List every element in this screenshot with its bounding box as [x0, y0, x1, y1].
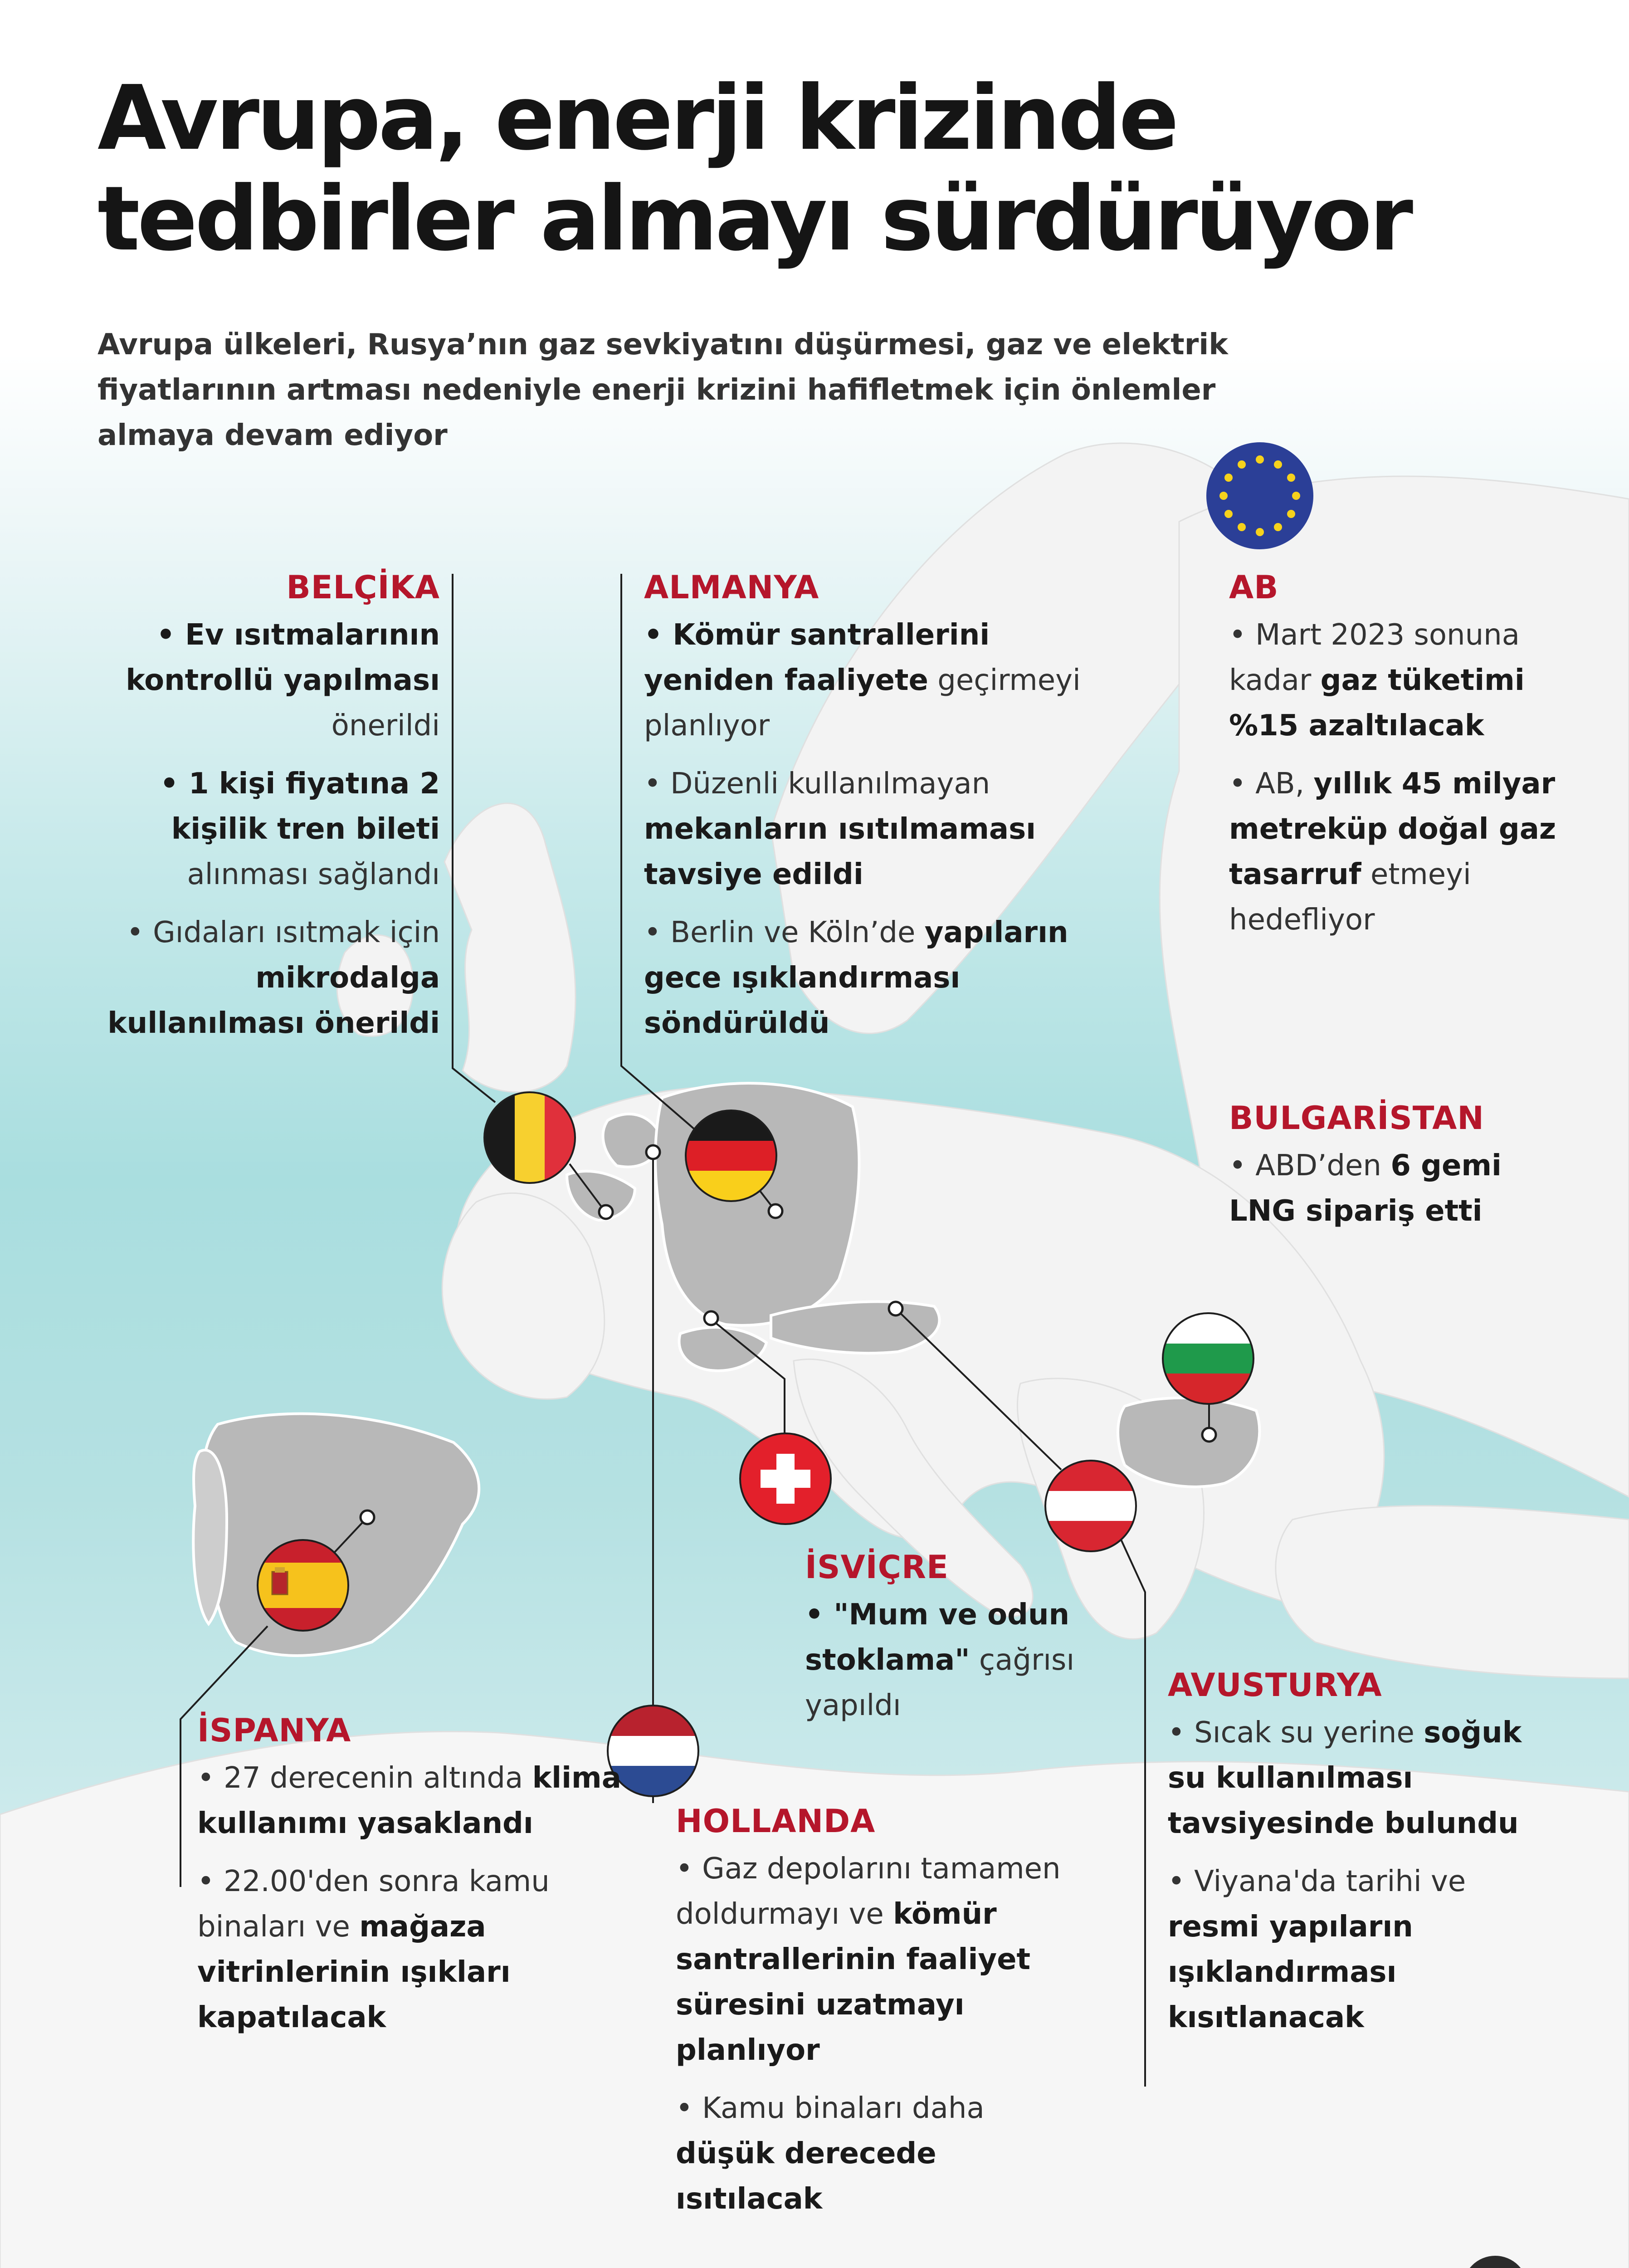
measure-text: alınması sağlandı: [187, 858, 440, 891]
aa-logo-icon: [1461, 2254, 1529, 2268]
title-line-1: Avrupa, enerji krizinde: [98, 67, 1176, 170]
measure-highlight: • 1 kişi fiyatına 2 kişilik tren bileti: [160, 767, 440, 846]
germany-block: [644, 562, 1125, 1059]
measure-highlight: • "Mum ve odun stoklama": [805, 1598, 1070, 1677]
measure-item: [676, 1846, 1084, 2073]
measure-item: [644, 910, 1125, 1046]
measure-highlight: yıllık 45 milyar metreküp doğal gaz tasarruf: [1229, 767, 1556, 891]
country-title: HOLLANDA: [676, 1803, 876, 1840]
measure-item: [644, 612, 1125, 748]
measure-highlight: 6 gemi LNG sipariş etti: [1229, 1149, 1502, 1228]
measure-highlight: mikrodalga kullanılması önerildi: [107, 961, 440, 1040]
measure-item: [1229, 761, 1574, 943]
country-title: BELÇİKA: [286, 569, 440, 606]
measure-text: • 27 derecenin altında: [197, 1761, 532, 1795]
page-title: [98, 68, 1549, 269]
measure-text: • Gıdaları ısıtmak için: [126, 916, 440, 949]
measure-item: [1229, 1143, 1574, 1234]
measure-item: [676, 2086, 1084, 2222]
measure-text: • Sıcak su yerine: [1168, 1716, 1424, 1750]
spain-block: [197, 1706, 628, 2053]
measure-highlight: soğuk su kullanılması tavsiyesinde bulundu: [1168, 1716, 1522, 1840]
measure-text: • ABD’den: [1229, 1149, 1391, 1183]
measure-text: • 22.00'den sonra kamu binaları ve: [197, 1865, 550, 1944]
measure-highlight: klima kullanımı yasaklandı: [197, 1761, 621, 1840]
measure-text: • Viyana'da tarihi ve: [1168, 1865, 1466, 1898]
country-title: AB: [1229, 569, 1279, 606]
bulgaria-block: [1229, 1093, 1574, 1246]
measure-highlight: yapıların gece ışıklandırması söndürüldü: [644, 916, 1068, 1040]
measure-text: • Kamu binaları daha: [676, 2092, 985, 2125]
measure-item: [91, 612, 440, 748]
measure-highlight: • Kömür santrallerini yeniden faaliyete: [644, 618, 990, 697]
bulgaria-shape: [1118, 1398, 1259, 1487]
measure-highlight: • Ev ısıtmalarının kontrollü yapılması: [126, 618, 440, 697]
country-title: İSPANYA: [197, 1712, 351, 1749]
measure-text: • AB,: [1229, 767, 1314, 801]
eu-block: [1229, 562, 1574, 955]
switzerland-block: [805, 1542, 1113, 1741]
measure-text: • Berlin ve Köln’de: [644, 916, 925, 949]
country-title: ALMANYA: [644, 569, 819, 606]
title-line-2: tedbirler almayı sürdürüyor: [98, 167, 1411, 271]
measure-item: [197, 1755, 628, 1846]
eu-flag-icon: [1206, 442, 1313, 549]
measure-text: • Düzenli kullanılmayan: [644, 767, 990, 801]
netherlands-block: [676, 1796, 1084, 2234]
measure-text: önerildi: [331, 709, 440, 743]
spain-shape: [204, 1414, 479, 1656]
measure-item: [1168, 1859, 1562, 2040]
measure-highlight: gaz tüketimi %15 azaltılacak: [1229, 664, 1525, 743]
measure-highlight: düşük derecede ısıtılacak: [676, 2137, 936, 2216]
belgium-block: [91, 562, 440, 1059]
measure-item: [1229, 612, 1574, 748]
measure-item: [805, 1592, 1113, 1728]
measure-text: etmeyi hedefliyor: [1229, 858, 1471, 937]
country-title: İSVİÇRE: [805, 1549, 949, 1586]
measure-highlight: resmi yapıların ışıklandırması kısıtlanacak: [1168, 1910, 1413, 2034]
measure-item: [1168, 1710, 1562, 1846]
measure-item: [91, 761, 440, 897]
austria-block: [1168, 1660, 1562, 2053]
country-title: BULGARİSTAN: [1229, 1100, 1484, 1137]
measure-item: [644, 761, 1125, 897]
measure-item: [91, 910, 440, 1046]
measure-text: çağrısı yapıldı: [805, 1643, 1075, 1722]
measure-item: [197, 1859, 628, 2040]
measure-text: geçirmeyi planlıyor: [644, 664, 1081, 743]
measure-highlight: mağaza vitrinlerinin ışıkları kapatılacak: [197, 1910, 511, 2034]
measure-highlight: kömür santrallerinin faaliyet süresini uzatmayı planlıyor: [676, 1897, 1031, 2067]
country-title: AVUSTURYA: [1168, 1667, 1382, 1704]
measure-text: • Mart 2023 sonuna kadar: [1229, 618, 1520, 697]
subtitle: Avrupa ülkeleri, Rusya’nın gaz sevkiyatını düşürmesi, gaz ve elektrik fiyatlarının artması nedeniyle enerji krizini hafifletmek için önlemler almaya devam ediyor: [98, 328, 1228, 452]
measure-highlight: mekanların ısıtılmaması tavsiye edildi: [644, 812, 1036, 891]
measure-text: • Gaz depolarını tamamen doldurmayı ve: [676, 1852, 1061, 1931]
